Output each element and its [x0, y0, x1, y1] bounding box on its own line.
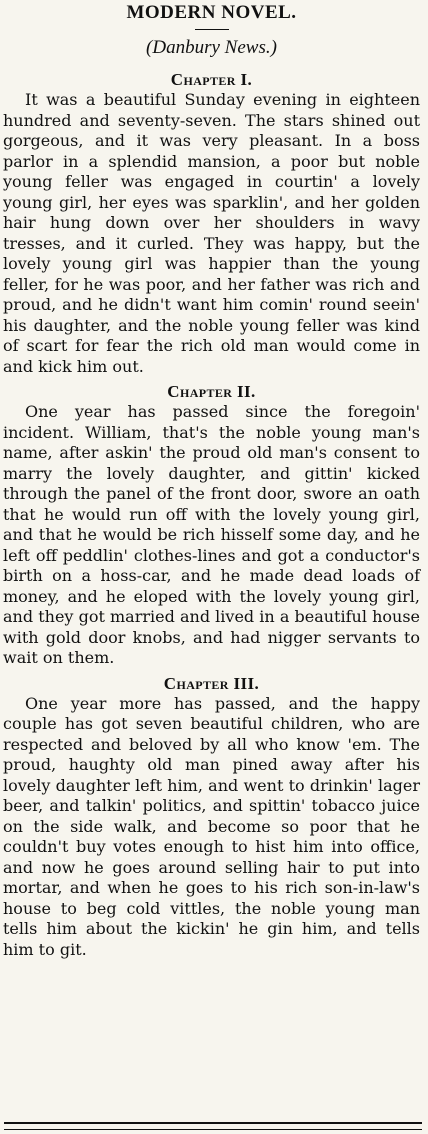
chapter-text: It was a beautiful Sunday evening in eighteen hundred and seventy-seven. The stars shined out gorgeous, and it was very pleasant. In a boss parlor in a splendid mansion, a poor but noble young feller was engaged in courtin' a lovely young girl, her eyes was sparklin', and her golden hair hung down over her shoulders in wavy tresses, and it curled. They was happy, but the lovely young girl was happier than the young feller, for he was poor, and her father was rich and proud, and he didn't want him comin' round seein' his daughter, and the noble young feller was kind of scart for fear the rich old man would come in and kick him out.	[3, 90, 420, 376]
chapter-heading: Chapter I.	[170, 70, 253, 89]
article-title: MODERN NOVEL.	[126, 2, 297, 23]
article-source: (Danbury News.)	[146, 37, 277, 58]
chapter-2	[3, 381, 420, 669]
chapter-heading: Chapter II.	[167, 382, 256, 401]
chapter-text: One year has passed since the foregoin' incident. William, that's the noble young man's name, after askin' the proud old man's consent to marry the lovely daughter, and gittin' kicked through the panel of the front door, swore an oath that he would run off with the lovely young girl, and that he would be rich hisself some day, and he left off peddlin' clothes-lines and got a conductor's birth on a hoss-car, and he made dead loads of money, and he eloped with the lovely young girl, and they got married and lived in a beautiful house with gold door knobs, and had nigger servants to wait on them.	[3, 402, 420, 667]
chapter-3	[3, 673, 420, 961]
chapter-heading: Chapter III.	[163, 673, 260, 693]
title-divider	[195, 29, 229, 30]
chapter-text: One year more has passed, and the happy couple has got seven beautiful children, who are respected and beloved by all who know 'em. The proud, haughty old man pined away after his lovely daughter left him, and went to drinkin' lager beer, and talkin' politics, and spittin' tobacco juice on the side walk, and become so poor that he couldn't buy votes enough to hist him into office, and now he goes around selling hair to put into mortar, and when he goes to his rich son-in-law's house to beg cold vittles, the noble young man tells him about the kickin' he gin him, and tells him to git.	[3, 693, 420, 959]
chapter-1	[3, 69, 420, 377]
end-rule	[4, 1122, 422, 1130]
